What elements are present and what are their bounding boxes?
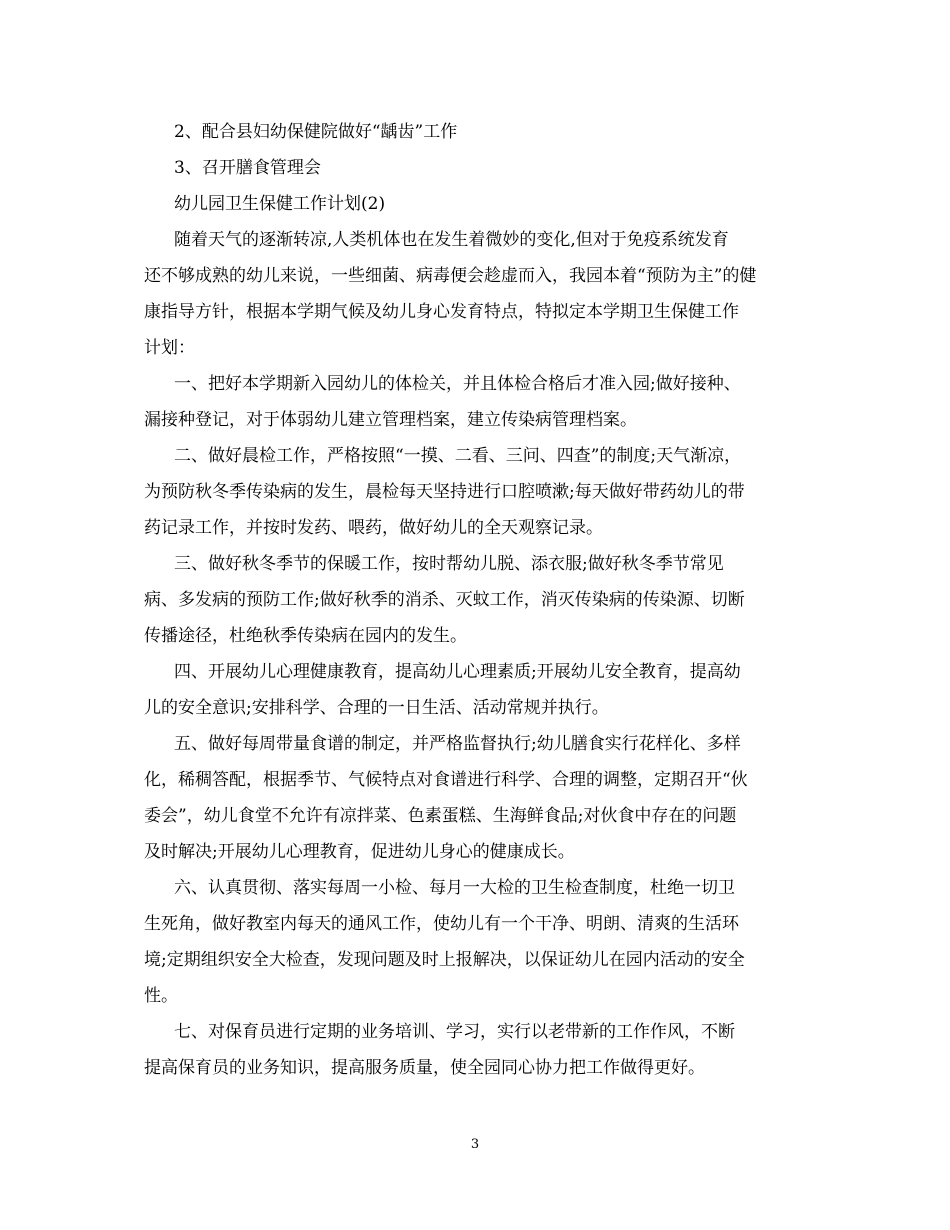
paragraph-line: 病、多发病的预防工作;做好秋季的消杀、灭蚊工作，消灭传染病的传染源、切断 bbox=[144, 590, 745, 610]
paragraph-line: 还不够成熟的幼儿来说，一些细菌、病毒便会趁虚而入，我园本着“预防为主”的健 bbox=[144, 266, 757, 286]
paragraph-line: 及时解决;开展幼儿心理教育，促进幼儿身心的健康成长。 bbox=[144, 842, 575, 862]
list-item: 2、配合县妇幼保健院做好“龋齿”工作 bbox=[174, 122, 458, 142]
paragraph-line: 三、做好秋冬季节的保暖工作，按时帮幼儿脱、添衣服;做好秋冬季节常见 bbox=[174, 554, 724, 574]
list-item: 3、召开膳食管理会 bbox=[174, 158, 321, 178]
paragraph-line: 随着天气的逐渐转凉,人类机体也在发生着微妙的变化,但对于免疫系统发育 bbox=[174, 230, 729, 250]
paragraph-line: 提高保育员的业务知识，提高服务质量，使全园同心协力把工作做得更好。 bbox=[144, 1058, 705, 1078]
paragraph-line: 生死角，做好教室内每天的通风工作，使幼儿有一个干净、明朗、清爽的生活环 bbox=[144, 914, 739, 934]
paragraph-line: 四、开展幼儿心理健康教育，提高幼儿心理素质;开展幼儿安全教育，提高幼 bbox=[174, 662, 741, 682]
section-title: 幼儿园卫生保健工作计划(2) bbox=[174, 194, 386, 214]
paragraph-line: 委会”，幼儿食堂不允许有凉拌菜、色素蛋糕、生海鲜食品;对伙食中存在的问题 bbox=[144, 806, 737, 826]
paragraph-line: 性。 bbox=[144, 986, 178, 1006]
paragraph-line: 为预防秋冬季传染病的发生，晨检每天坚持进行口腔喷漱;每天做好带药幼儿的带 bbox=[144, 482, 745, 502]
document-body bbox=[144, 114, 808, 1086]
paragraph-line: 漏接种登记，对于体弱幼儿建立管理档案，建立传染病管理档案。 bbox=[144, 410, 637, 430]
paragraph-line: 传播途径，杜绝秋季传染病在园内的发生。 bbox=[144, 626, 467, 646]
page-number: 3 bbox=[470, 1137, 480, 1152]
paragraph-line: 七、对保育员进行定期的业务培训、学习，实行以老带新的工作作风，不断 bbox=[174, 1022, 735, 1042]
paragraph-line: 儿的安全意识;安排科学、合理的一日生活、活动常规并执行。 bbox=[144, 698, 609, 718]
paragraph-line: 康指导方针，根据本学期气候及幼儿身心发育特点，特拟定本学期卫生保健工作 bbox=[144, 302, 739, 322]
paragraph-line: 药记录工作，并按时发药、喂药，做好幼儿的全天观察记录。 bbox=[144, 518, 603, 538]
paragraph-line: 化，稀稠答配，根据季节、气候特点对食谱进行科学、合理的调整，定期召开“伙 bbox=[144, 770, 748, 790]
paragraph-line: 计划： bbox=[144, 338, 195, 358]
paragraph-line: 二、做好晨检工作，严格按照“一摸、二看、三问、四查”的制度;天气渐凉， bbox=[174, 446, 742, 466]
paragraph-line: 一、把好本学期新入园幼儿的体检关，并且体检合格后才准入园;做好接种、 bbox=[174, 374, 741, 394]
paragraph-line: 境;定期组织安全大检查，发现问题及时上报解决，以保证幼儿在园内活动的安全 bbox=[144, 950, 745, 970]
paragraph-line: 五、做好每周带量食谱的制定，并严格监督执行;幼儿膳食实行花样化、多样 bbox=[174, 734, 741, 754]
paragraph-line: 六、认真贯彻、落实每周一小检、每月一大检的卫生检查制度，杜绝一切卫 bbox=[174, 878, 735, 898]
